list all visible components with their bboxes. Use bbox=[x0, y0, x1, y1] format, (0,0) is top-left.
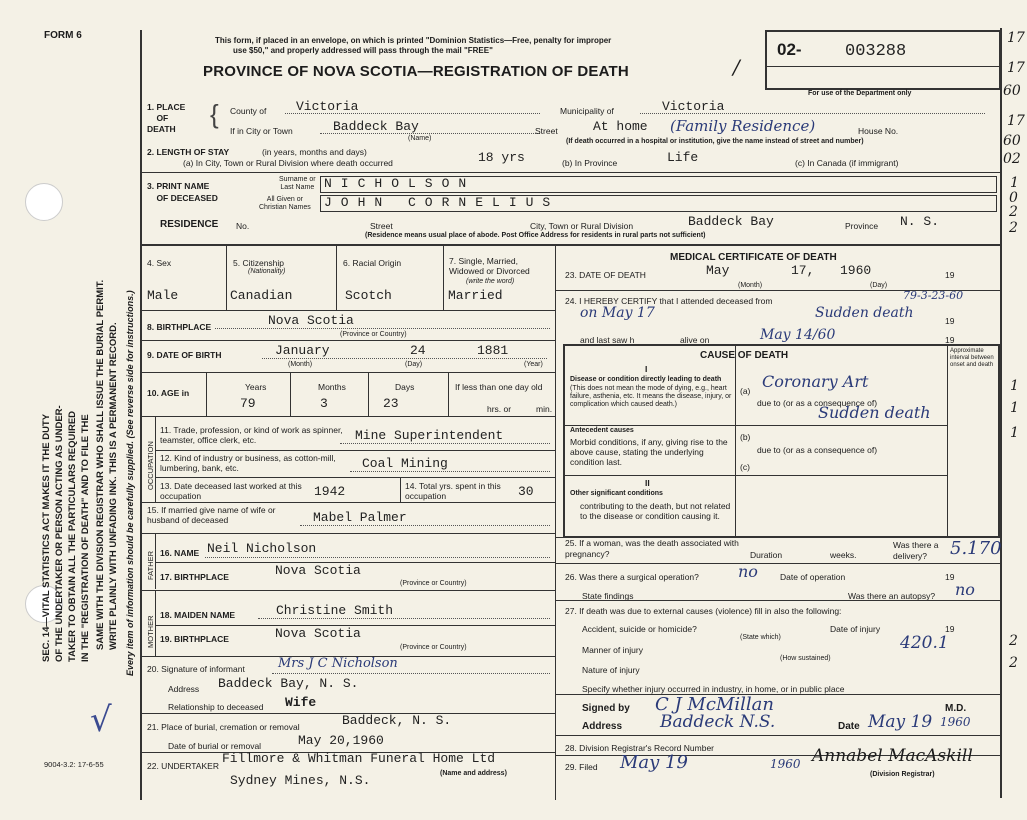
county-value: Victoria bbox=[296, 99, 359, 114]
residence-no-label: No. bbox=[236, 221, 250, 231]
margin-code: 0 bbox=[1009, 190, 1018, 206]
due-to-b-label: due to (or as a consequence of) bbox=[757, 445, 878, 455]
q29-label: 29. Filed bbox=[565, 762, 598, 772]
municipality-label: Municipality of bbox=[560, 106, 614, 116]
date-of-birth-label: 9. DATE OF BIRTH bbox=[147, 350, 222, 360]
margin-code: 17 bbox=[1007, 30, 1025, 46]
age-days-label: Days bbox=[395, 382, 415, 392]
check-mark-left: √ bbox=[90, 700, 112, 740]
residence-province-value: N. S. bbox=[900, 214, 940, 229]
relationship-value: Wife bbox=[285, 695, 317, 710]
age-months-label: Months bbox=[318, 382, 346, 392]
father-name-value: Neil Nicholson bbox=[207, 541, 317, 556]
q27-hw: 420.1 bbox=[900, 633, 949, 653]
dob-year: 1881 bbox=[477, 343, 509, 358]
informant-label: 20. Signature of informant bbox=[147, 664, 245, 674]
street-label: Street bbox=[535, 126, 558, 136]
age-years-label: Years bbox=[245, 382, 267, 392]
spouse-label: 15. If married give name of wife or husband of deceased bbox=[147, 505, 276, 525]
registration-number: 003288 bbox=[845, 42, 907, 61]
due-to-a-label: due to (or as a consequence of) bbox=[757, 398, 878, 408]
marital-status-sub: (write the word) bbox=[466, 278, 515, 285]
racial-origin-label: 6. Racial Origin bbox=[343, 258, 402, 268]
age-less-label: If less than one day old bbox=[455, 382, 543, 392]
signed-year: 1960 bbox=[940, 715, 971, 729]
signed-by-label: Signed by bbox=[582, 703, 630, 714]
signed-address-hw: Baddeck N.S. bbox=[660, 712, 776, 732]
q25-duration-label: Duration bbox=[750, 550, 783, 560]
sex-value: Male bbox=[147, 288, 179, 303]
mother-birthplace-sub: (Province or Country) bbox=[400, 644, 467, 651]
county-label: County of bbox=[230, 106, 267, 116]
residence-city-label: City, Town or Rural Division bbox=[530, 221, 634, 231]
dob-day: 24 bbox=[410, 343, 426, 358]
occupation-14-label: 14. Total yrs. spent in this occupation bbox=[405, 481, 501, 501]
given-name-value: JOHN CORNELIUS bbox=[324, 195, 560, 210]
birthplace-sub: (Province or Country) bbox=[340, 331, 407, 338]
q27-nature-label: Nature of injury bbox=[582, 665, 640, 675]
undertaker-value: Fillmore & Whitman Funeral Home Ltd bbox=[222, 751, 496, 766]
margin-code: 60 bbox=[1003, 133, 1021, 149]
occupation-side-label: OCCUPATION bbox=[146, 441, 155, 490]
form-code: 9004-3.2: 17-6-55 bbox=[44, 760, 104, 769]
q27-specify-label: Specify whether injury occurred in industry, in home, or in public place bbox=[582, 684, 845, 694]
q25-hw: 5.170 bbox=[950, 538, 1002, 559]
cause-of-death-title: CAUSE OF DEATH bbox=[700, 350, 789, 361]
age-label: 10. AGE in bbox=[147, 388, 190, 398]
department-box bbox=[765, 30, 1001, 90]
death-day: 17, bbox=[791, 263, 815, 278]
dob-month-sub: (Month) bbox=[288, 361, 313, 368]
stay-a-label: (a) In City, Town or Rural Division where death occurred bbox=[183, 158, 393, 168]
interval-label: Approximate interval between onset and death bbox=[950, 348, 994, 368]
cause-b-label: (b) bbox=[740, 432, 751, 442]
spouse-value: Mabel Palmer bbox=[313, 510, 407, 525]
occupation-13-label: 13. Date deceased last worked at this occupation bbox=[160, 481, 302, 501]
stay-c-label: (c) In Canada (if immigrant) bbox=[795, 158, 899, 168]
death-day-sub: (Day) bbox=[870, 282, 888, 289]
mother-maiden-value: Christine Smith bbox=[276, 603, 394, 618]
undertaker-label: 22. UNDERTAKER bbox=[147, 761, 219, 771]
certify-from-hw: 79-3-23-60 bbox=[903, 289, 964, 302]
mother-birthplace-value: Nova Scotia bbox=[275, 626, 361, 641]
certify-sudden-hw: Sudden death bbox=[815, 305, 914, 321]
certify-label: 24. I HEREBY CERTIFY that I attended deceased from bbox=[565, 296, 773, 306]
residence-label: RESIDENCE bbox=[160, 219, 219, 230]
street-handwritten: (Family Residence) bbox=[670, 117, 816, 135]
q26-state-label: State findings bbox=[582, 591, 634, 601]
racial-origin-value: Scotch bbox=[345, 288, 392, 303]
margin-code: 2 bbox=[1009, 655, 1018, 671]
direct-cause-label: Disease or condition directly leading to death bbox=[570, 376, 722, 383]
father-name-label: 16. NAME bbox=[160, 548, 200, 558]
q27-manner-label: Manner of injury bbox=[582, 645, 643, 655]
mother-birthplace-label: 19. BIRTHPLACE bbox=[160, 634, 229, 644]
page-title: PROVINCE OF NOVA SCOTIA—REGISTRATION OF DEATH bbox=[203, 63, 629, 80]
print-name-label: 3. PRINT NAME OF DECEASED bbox=[147, 181, 218, 203]
margin-code: 1 bbox=[1010, 400, 1019, 416]
cause-a-hw: Coronary Art bbox=[762, 372, 869, 391]
dob-month: January bbox=[275, 343, 330, 358]
occupation-12-value: Coal Mining bbox=[362, 456, 448, 471]
birthplace-label: 8. BIRTHPLACE bbox=[147, 322, 212, 332]
part-i-label: I bbox=[645, 364, 648, 374]
birthplace-value: Nova Scotia bbox=[268, 313, 354, 328]
burial-date-label: Date of burial or removal bbox=[168, 741, 262, 751]
age-months-value: 3 bbox=[320, 396, 328, 411]
dob-day-sub: (Day) bbox=[405, 361, 423, 368]
q27-date-label: Date of injury bbox=[830, 624, 881, 634]
signed-date-label: Date bbox=[838, 721, 860, 732]
q27-state-sub: (State which) bbox=[740, 634, 781, 641]
margin-code: 2 bbox=[1009, 220, 1018, 236]
father-birthplace-value: Nova Scotia bbox=[275, 563, 361, 578]
street-value: At home bbox=[593, 119, 648, 134]
q29-filed-hw: May 19 bbox=[620, 752, 688, 773]
length-of-stay-label: 2. LENGTH OF STAY bbox=[147, 147, 230, 157]
sex-label: 4. Sex bbox=[147, 258, 172, 268]
q26-label: 26. Was there a surgical operation? bbox=[565, 572, 699, 582]
burial-place-value: Baddeck, N. S. bbox=[342, 713, 452, 728]
q27-how-sub: (How sustained) bbox=[780, 655, 831, 662]
margin-code: 1 bbox=[1010, 378, 1019, 394]
burial-date-value: May 20,1960 bbox=[298, 733, 384, 748]
undertaker-sub: (Name and address) bbox=[440, 770, 507, 777]
residence-city-value: Baddeck Bay bbox=[688, 214, 774, 229]
due-to-a-hw: Sudden death bbox=[818, 403, 931, 422]
occupation-11-label: 11. Trade, profession, or kind of work as spinner, teamster, office clerk, etc. bbox=[160, 425, 343, 445]
side-text-2: OF THE UNDERTAKER OR PERSON ACTING AS UNDER- bbox=[54, 405, 65, 662]
age-days-value: 23 bbox=[383, 396, 399, 411]
father-birthplace-sub: (Province or Country) bbox=[400, 580, 467, 587]
alive-on-hw: May 14/60 bbox=[760, 327, 836, 343]
margin-code: 1 bbox=[1010, 425, 1019, 441]
margin-code: 2 bbox=[1009, 633, 1018, 649]
margin-code: 17 bbox=[1007, 60, 1025, 76]
length-of-stay-sub: (in years, months and days) bbox=[262, 147, 367, 157]
alive-on-label: alive on bbox=[680, 335, 710, 345]
marital-status-value: Married bbox=[448, 288, 503, 303]
stay-b-label: (b) In Province bbox=[562, 158, 618, 168]
side-text-6: WRITE PLAINLY WITH UNFADING INK. THIS IS A PERMANENT RECORD. bbox=[108, 322, 119, 650]
last-saw-label: and last saw h bbox=[580, 335, 635, 345]
given-name-label: All Given or Christian Names bbox=[259, 196, 311, 211]
hospital-note: (If death occurred in a hospital or institution, give the name instead of street and number) bbox=[566, 138, 864, 145]
marital-status-label: 7. Single, Married, Widowed or Divorced bbox=[449, 256, 530, 276]
side-text-3: TAKER TO OBTAIN ALL THE PARTICULARS REQUIRED bbox=[67, 410, 78, 662]
death-month: May bbox=[706, 263, 730, 278]
other-conditions-sub: contributing to the death, but not related to the disease or condition causing it. bbox=[580, 501, 731, 521]
surname-label: Surname or Last Name bbox=[279, 176, 316, 191]
name-sub: (Name) bbox=[408, 135, 432, 142]
margin-code: 2 bbox=[1009, 204, 1018, 220]
side-text-1: SEC. 14—VITAL STATISTICS ACT MAKES IT THE DUTY bbox=[41, 413, 52, 662]
signed-by-hw: C J McMillan bbox=[655, 694, 774, 715]
check-mark: / bbox=[733, 55, 740, 79]
death-19: 19 bbox=[945, 270, 955, 280]
margin-code: 17 bbox=[1007, 113, 1025, 129]
margin-code: 60 bbox=[1003, 83, 1021, 99]
other-conditions-label: Other significant conditions bbox=[570, 490, 663, 497]
q26-date-label: Date of operation bbox=[780, 572, 846, 582]
side-text-7: Every item of information should be carefully supplied. (See reverse side for instructions.) bbox=[125, 290, 135, 676]
municipality-value: Victoria bbox=[662, 99, 725, 114]
side-text-5: SAME WITH THE DIVISION REGISTRAR WHO SHALL ISSUE THE BURIAL PERMIT. bbox=[95, 279, 106, 650]
death-month-sub: (Month) bbox=[738, 282, 763, 289]
citizenship-value: Canadian bbox=[230, 288, 293, 303]
death-year: 1960 bbox=[840, 263, 872, 278]
city-value: Baddeck Bay bbox=[333, 119, 419, 134]
q26-hw: no bbox=[738, 562, 758, 581]
registrar-sub: (Division Registrar) bbox=[870, 771, 935, 778]
signed-date-hw: May 19 bbox=[868, 712, 933, 732]
q29-year: 1960 bbox=[770, 757, 801, 771]
antecedent-sub: Morbid conditions, if any, giving rise to the above cause, stating the underlying condition last. bbox=[570, 437, 728, 467]
registrar-signature: Annabel MacAskill bbox=[812, 746, 973, 766]
place-of-death-label: 1. PLACE OF DEATH bbox=[147, 102, 186, 134]
occupation-12-label: 12. Kind of industry or business, as cotton-mill, lumbering, bank, etc. bbox=[160, 453, 336, 473]
q28-label: 28. Division Registrar's Record Number bbox=[565, 743, 715, 753]
signed-address-label: Address bbox=[582, 721, 623, 732]
undertaker-address: Sydney Mines, N.S. bbox=[230, 773, 371, 788]
father-side-label: FATHER bbox=[146, 550, 155, 580]
q25-delivery-label: Was there a delivery? bbox=[893, 540, 939, 561]
occupation-13-value: 1942 bbox=[314, 484, 346, 499]
date-of-death-label: 23. DATE OF DEATH bbox=[565, 270, 646, 280]
surname-value: NICHOLSON bbox=[324, 176, 476, 191]
q25-weeks-label: weeks. bbox=[830, 550, 857, 560]
q26-autopsy-label: Was there an autopsy? bbox=[848, 591, 936, 601]
envelope-notice-2: use $50," and properly addressed will pass through the mail "FREE" bbox=[233, 46, 493, 55]
form-number: FORM 6 bbox=[44, 30, 82, 41]
citizenship-sub: (Nationality) bbox=[248, 268, 286, 275]
residence-province-label: Province bbox=[845, 221, 879, 231]
mother-side-label: MOTHER bbox=[146, 615, 155, 648]
age-hrs-label: hrs. or bbox=[487, 404, 512, 414]
age-years-value: 79 bbox=[240, 396, 256, 411]
direct-cause-sub: (This does not mean the mode of dying, e.g., heart failure, asthenia, etc. It means the disease, injury, or complication which caused death.) bbox=[570, 385, 732, 408]
cause-a-label: (a) bbox=[740, 386, 751, 396]
margin-code: 02 bbox=[1003, 151, 1021, 167]
q25-label: 25. If a woman, was the death associated with pregnancy? bbox=[565, 538, 739, 559]
citizenship-label: 5. Citizenship bbox=[233, 258, 285, 268]
informant-address-label: Address bbox=[168, 684, 200, 694]
informant-signature: Mrs J C Nicholson bbox=[278, 656, 398, 671]
dob-year-sub: (Year) bbox=[524, 361, 543, 368]
stay-a-value: 18 yrs bbox=[478, 150, 525, 165]
q26-autopsy-hw: no bbox=[955, 580, 975, 599]
registration-prefix: 02- bbox=[777, 40, 802, 59]
md-label: M.D. bbox=[945, 703, 967, 714]
q27-label: 27. If death was due to external causes (violence) fill in also the following: bbox=[565, 606, 842, 616]
medical-certificate-title: MEDICAL CERTIFICATE OF DEATH bbox=[670, 252, 837, 263]
stay-b-value: Life bbox=[667, 150, 699, 165]
mother-maiden-label: 18. MAIDEN NAME bbox=[160, 610, 236, 620]
residence-note: (Residence means usual place of abode. Post Office Address for residents in rural parts not sufficient) bbox=[365, 232, 706, 239]
q26-19: 19 bbox=[945, 572, 955, 582]
informant-address-value: Baddeck Bay, N. S. bbox=[218, 676, 359, 691]
relationship-label: Relationship to deceased bbox=[168, 702, 264, 712]
occupation-14-value: 30 bbox=[518, 484, 534, 499]
q27-19: 19 bbox=[945, 624, 955, 634]
age-min-label: min. bbox=[536, 404, 553, 414]
residence-street-label: Street bbox=[370, 221, 393, 231]
cause-c-label: (c) bbox=[740, 462, 750, 472]
house-no-label: House No. bbox=[858, 126, 899, 136]
part-ii-label: II bbox=[645, 478, 650, 488]
envelope-notice-1: This form, if placed in an envelope, on which is printed "Dominion Statistics—Free, penalty for improper bbox=[215, 36, 612, 45]
certify-on-hw: on May 17 bbox=[580, 305, 655, 321]
margin-code: 1 bbox=[1010, 175, 1019, 191]
city-label: If in City or Town bbox=[230, 126, 293, 136]
burial-place-label: 21. Place of burial, cremation or removal bbox=[147, 722, 300, 732]
occupation-11-value: Mine Superintendent bbox=[355, 428, 504, 443]
side-text-4: IN THE "REGISTRATION OF DEATH" AND TO FILE THE bbox=[80, 414, 91, 662]
department-use-label: For use of the Department only bbox=[808, 90, 912, 97]
q27-accident-label: Accident, suicide or homicide? bbox=[582, 624, 697, 634]
father-birthplace-label: 17. BIRTHPLACE bbox=[160, 572, 229, 582]
antecedent-label: Antecedent causes bbox=[570, 427, 634, 434]
